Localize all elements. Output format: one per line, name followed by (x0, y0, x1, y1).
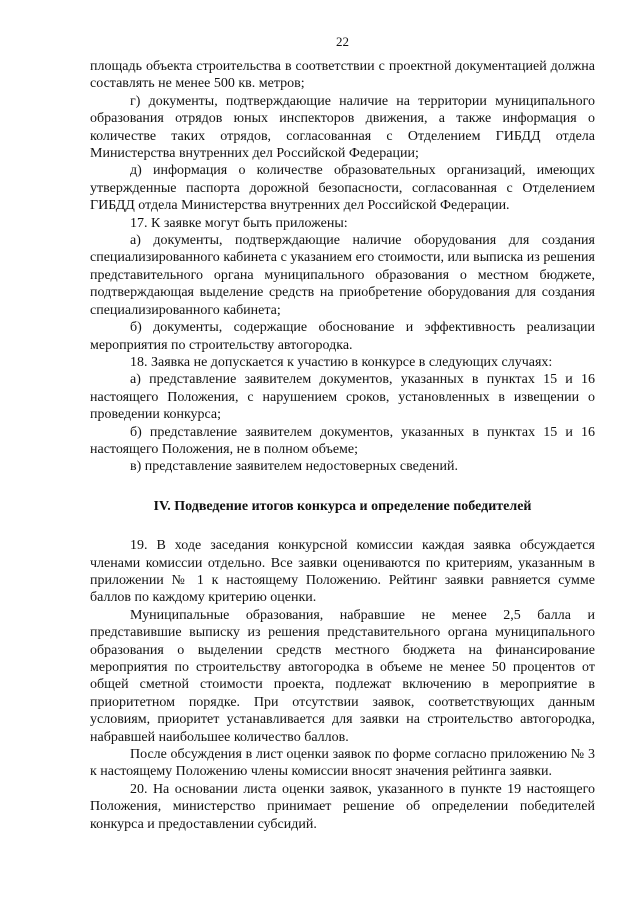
paragraph: б) представление заявителем документов, указанных в пунктах 15 и 16 настоящего Положения, не в полном объеме; (90, 424, 595, 457)
paragraph: площадь объекта строительства в соответствии с проектной документацией должна составлять не менее 500 кв. метров; (90, 59, 595, 92)
paragraph: 20. На основании листа оценки заявок, указанного в пункте 19 настоящего Положения, министерство принимает решение об определении победителей конкурса и предоставлении субсидий. (90, 781, 595, 832)
paragraph: д) информация о количестве образовательных организаций, имеющих утвержденные паспорта дорожной безопасности, согласованная с Отделением ГИБДД отдела Министерства внутренних дел Российской Федерации. (90, 163, 595, 214)
page-number: 22 (336, 34, 349, 49)
paragraph: г) документы, подтверждающие наличие на территории муниципального образования отрядов юных инспекторов движения, а также информация о количестве таких отрядов, согласованная с Отделением ГИБДД отдела Министерства внутренних дел Российской Федерации; (90, 93, 595, 162)
section-heading: IV. Подведение итогов конкурса и определение победителей (153, 498, 532, 514)
paragraph: 18. Заявка не допускается к участию в конкурсе в следующих случаях: (130, 354, 553, 370)
paragraph: 19. В ходе заседания конкурсной комиссии каждая заявка обсуждается членами комиссии отдельно. Все заявки оцениваются по критериям, указанным в приложении № 1 к настоящему Положению. Рейтинг заявки равняется сумме баллов по каждому критерию оценки. (90, 538, 595, 606)
paragraph: б) документы, содержащие обоснование и эффективность реализации мероприятия по строительству автогородка. (90, 320, 595, 353)
paragraph: После обсуждения в лист оценки заявок по форме согласно приложению № 3 к настоящему Положению члены комиссии вносят значения рейтинга заявки. (90, 747, 595, 780)
paragraphs-before-section (90, 58, 595, 476)
paragraph: а) документы, подтверждающие наличие оборудования для создания специализированного кабинета с указанием его стоимости, или выписка из решения представительного органа муниципального образования о местном бюджете, подтверждающая выделение средств на приобретение оборудования для создания специализированного кабинета; (90, 233, 595, 318)
paragraph: 17. К заявке могут быть приложены: (130, 215, 348, 231)
paragraph: а) представление заявителем документов, указанных в пунктах 15 и 16 настоящего Положения, с нарушением сроков, установленных в извещении о проведении конкурса; (90, 372, 595, 423)
paragraph: Муниципальные образования, набравшие не менее 2,5 балла и представившие выписку из решения представительного органа муниципального образования о выделении средств местного бюджета на финансирование мероприятия по строительству автогородка в объеме не менее 50 процентов от общей сметной стоимости проекта, подлежат включению в мероприятие в приоритетном порядке. При отсутствии заявок, соответствующих данным условиям, приоритет устанавливается для заявки на строительство автогородка, набравшей наибольшее количество баллов. (90, 607, 595, 745)
paragraph: в) представление заявителем недостоверных сведений. (130, 459, 459, 475)
paragraphs-after-section (90, 537, 595, 833)
